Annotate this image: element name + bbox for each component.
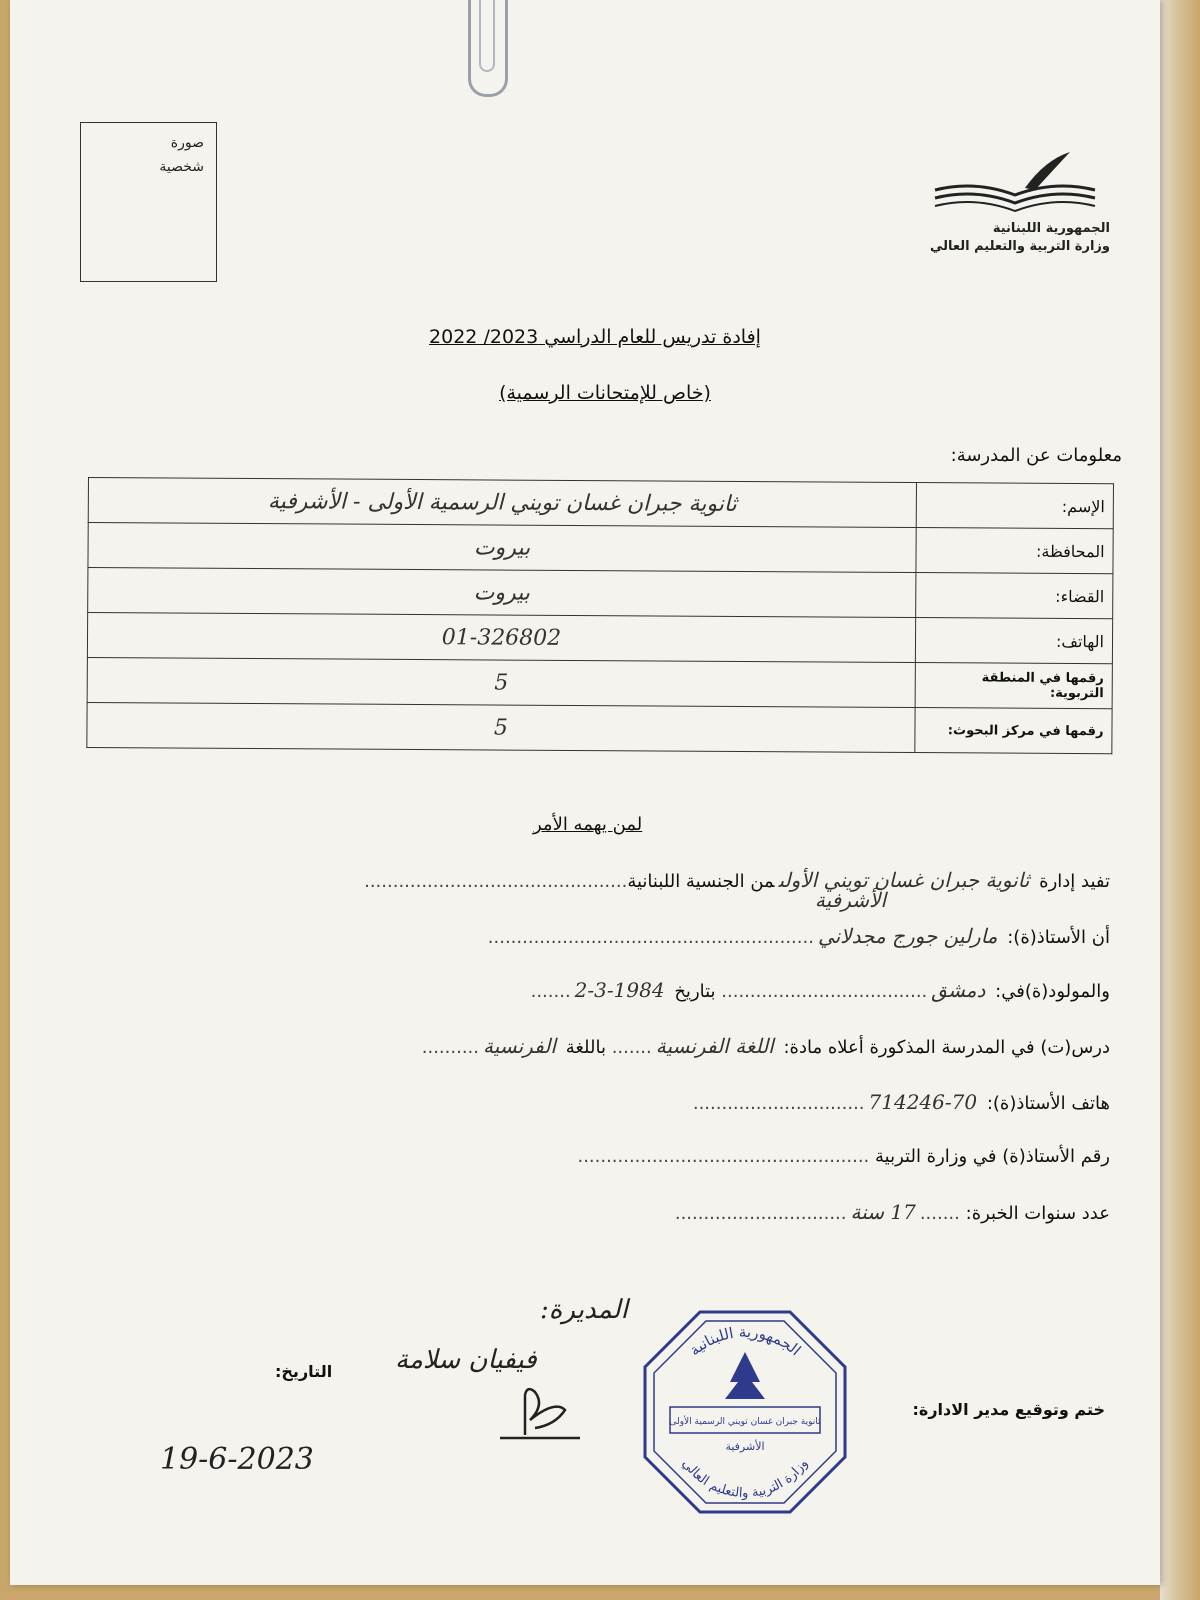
svg-text:وزارة التربية والتعليم العالي xyxy=(679,1456,811,1501)
cedar-icon xyxy=(725,1352,765,1399)
row-label: القضاء: xyxy=(916,573,1113,619)
table-row xyxy=(87,702,1112,753)
line-prefix: والمولود(ة)في: xyxy=(995,981,1110,1002)
paper-stack-edge xyxy=(1160,0,1200,1600)
certificate-line-ministry-number: رقم الأستاذ(ة) في وزارة التربية ................................................... xyxy=(577,1146,1110,1167)
personal-photo-box xyxy=(80,122,217,282)
paper-clip xyxy=(468,0,508,97)
line-prefix: أن الأستاذ(ة): xyxy=(1007,927,1110,948)
table-row xyxy=(88,523,1113,574)
certificate-line-school-extra xyxy=(811,888,890,912)
handwritten-date: 19-6-2023 xyxy=(160,1442,314,1477)
line-prefix: درس(ت) في المدرسة المذكورة أعلاه مادة: xyxy=(783,1037,1110,1058)
line-suffix: من الجنسية اللبنانية xyxy=(627,871,775,892)
photo-label-line2: شخصية xyxy=(159,159,204,175)
ministry-name: وزارة التربية والتعليم العالي xyxy=(929,239,1110,254)
document-title: إفادة تدريس للعام الدراسي 2023/ 2022 xyxy=(429,326,761,348)
table-row xyxy=(88,568,1113,619)
handwritten-subject: اللغة الفرنسية xyxy=(655,1034,774,1058)
republic-name: الجمهورية اللبنانية xyxy=(992,221,1110,236)
handwritten-school: ثانوية جبران غسان تويني الأولى xyxy=(778,868,1030,892)
handwritten-director-name: فيفيان سلامة xyxy=(395,1345,537,1375)
row-label: رقمها في مركز البحوث: xyxy=(915,708,1112,754)
row-value: بيروت xyxy=(88,568,916,618)
stamp-center-text: ثانوية جبران غسان تويني الرسمية الأولى xyxy=(669,1417,821,1427)
certificate-line-teacher: أن الأستاذ(ة): مارلين جورج مجدلاني......................................................... xyxy=(487,924,1110,948)
row-value: بيروت xyxy=(88,523,916,573)
row-value: 5 xyxy=(87,657,915,707)
handwritten-district: الأشرفية xyxy=(814,888,886,912)
date-label: التاريخ: xyxy=(275,1362,333,1381)
certificate-line-phone: هاتف الأستاذ(ة): 70-714246.............................. xyxy=(692,1090,1110,1114)
row-label: رقمها في المنطقة التربوية: xyxy=(915,663,1112,709)
row-value: 5 xyxy=(87,702,915,752)
ministry-logo-icon xyxy=(930,150,1100,220)
official-stamp-icon xyxy=(640,1307,850,1517)
row-label: المحافظة: xyxy=(916,528,1113,574)
line-prefix: رقم الأستاذ(ة) في وزارة التربية xyxy=(875,1146,1110,1167)
table-row xyxy=(87,657,1112,708)
handwritten-teacher-name: مارلين جورج مجدلاني xyxy=(817,924,998,948)
certificate-line-experience: عدد سنوات الخبرة: .......17 سنة.............................. xyxy=(674,1200,1110,1224)
certificate-line-subject: درس(ت) في المدرسة المذكورة أعلاه مادة: اللغة الفرنسية....... باللغة الفرنسية.......... xyxy=(421,1034,1110,1058)
line-prefix: تفيد إدارة xyxy=(1039,871,1110,892)
certificate-line-school: تفيد إدارة ثانوية جبران غسان تويني الأولىمن الجنسية اللبنانية.............................................. xyxy=(364,868,1110,892)
line-prefix: عدد سنوات الخبرة: xyxy=(965,1203,1110,1224)
table-row xyxy=(88,478,1113,529)
manager-signature-label: ختم وتوقيع مدير الادارة: xyxy=(912,1400,1105,1419)
line-prefix: هاتف الأستاذ(ة): xyxy=(986,1093,1110,1114)
signature-icon xyxy=(495,1380,585,1440)
handwritten-birth-date: 1984-3-2 xyxy=(574,978,665,1002)
school-info-table xyxy=(86,477,1114,754)
handwritten-phone: 70-714246 xyxy=(868,1090,978,1114)
handwritten-birth-place: دمشق xyxy=(931,978,986,1002)
row-value: 01-326802 xyxy=(87,613,915,663)
line-mid: باللغة xyxy=(565,1037,606,1058)
certificate-line-birth: والمولود(ة)في: دمشق.................................... بتاريخ 1984-3-2....... xyxy=(530,978,1110,1002)
row-label: الهاتف: xyxy=(915,618,1112,664)
photo-label-line1: صورة xyxy=(170,135,204,151)
document-subtitle: (خاص للإمتحانات الرسمية) xyxy=(499,382,711,404)
table-row xyxy=(87,613,1112,664)
row-label: الإسم: xyxy=(916,483,1113,529)
to-whom-heading: لمن يهمه الأمر xyxy=(533,814,643,835)
stamp-top-text: الجمهورية اللبنانية xyxy=(685,1322,805,1360)
stamp-district-text: الأشرفية xyxy=(725,1440,765,1453)
handwritten-experience: 17 سنة xyxy=(850,1200,916,1224)
stamp-bottom-text: وزارة التربية والتعليم العالي xyxy=(678,1456,812,1502)
handwritten-director-label: المديرة: xyxy=(540,1295,628,1325)
school-info-heading: معلومات عن المدرسة: xyxy=(950,445,1122,466)
republic-header xyxy=(930,220,1110,256)
handwritten-language: الفرنسية xyxy=(482,1034,556,1058)
line-mid: بتاريخ xyxy=(674,981,716,1002)
row-value: ثانوية جبران غسان تويني الرسمية الأولى - الأشرفية xyxy=(88,478,916,528)
